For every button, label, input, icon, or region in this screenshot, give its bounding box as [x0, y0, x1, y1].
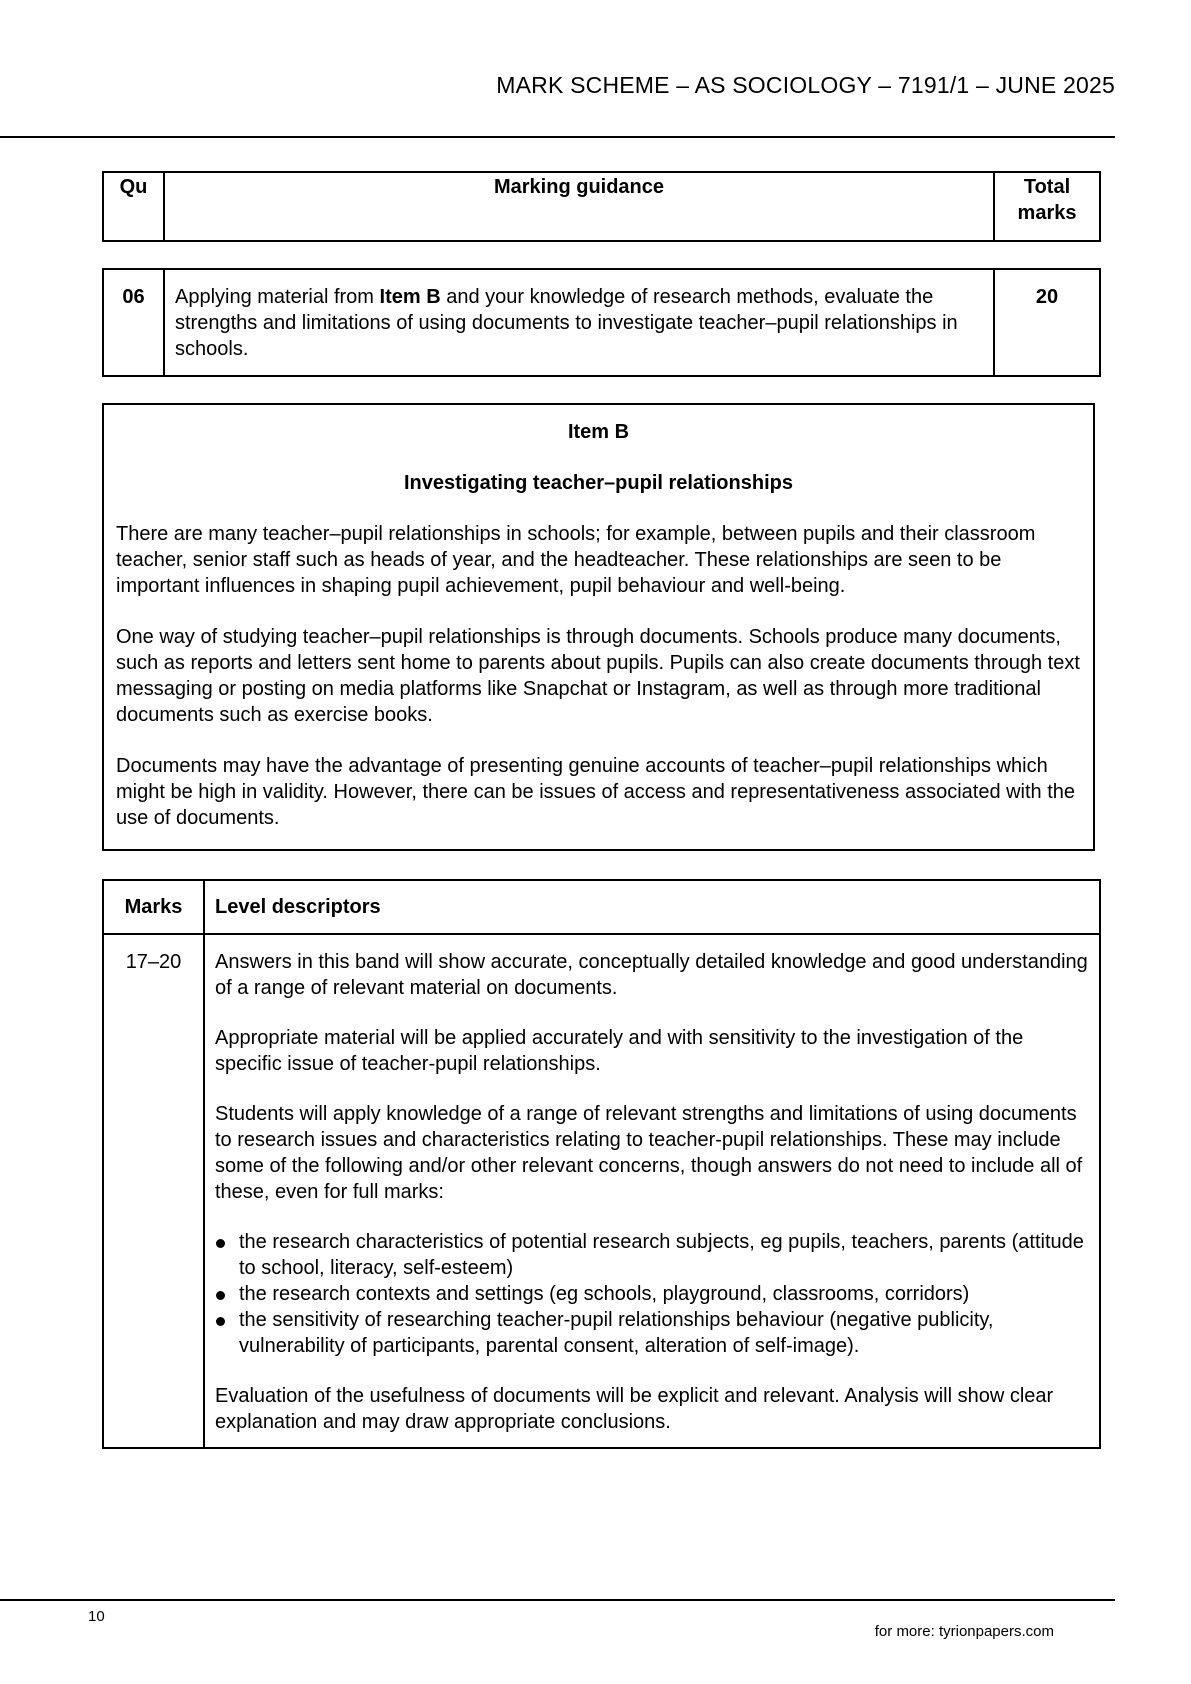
total-marks-column-header: Total marks: [994, 172, 1100, 241]
question-number: 06: [103, 269, 164, 376]
question-table: [102, 268, 1101, 377]
bullet-icon: [216, 1291, 225, 1300]
qu-column-header: Qu: [103, 172, 164, 241]
item-label: Item B: [567, 421, 630, 443]
question-text: Applying material from Item B and your knowledge of research methods, evaluate the strengths and limitations of using documents to investigate teacher–pupil relationships in schools.: [164, 269, 994, 376]
question-marks: 20: [994, 269, 1100, 376]
marks-column-header: Marks: [103, 880, 204, 934]
list-item: the research contexts and settings (eg schools, playground, classrooms, corridors): [215, 1281, 1089, 1307]
item-paragraph: There are many teacher–pupil relationships in schools; for example, between pupils and their classroom teacher, senior staff such as heads of year, and the headteacher. These relationships are seen to be important influences in shaping pupil achievement, pupil behaviour and well-being.: [116, 523, 1036, 597]
descriptors-column-header: Level descriptors: [204, 880, 1100, 934]
bullet-icon: [216, 1239, 225, 1248]
page-header-title: MARK SCHEME – AS SOCIOLOGY – 7191/1 – JUNE 2025: [496, 72, 1115, 98]
guidance-column-header: Marking guidance: [164, 172, 994, 241]
question-item-reference: Item B: [379, 286, 441, 308]
footer-divider: [0, 1599, 1115, 1601]
page-number: 10: [88, 1608, 105, 1625]
list-item: the research characteristics of potential research subjects, eg pupils, teachers, parents (attitude to school, literacy, self-esteem): [215, 1229, 1089, 1281]
level-descriptors-table: [102, 879, 1101, 1449]
item-paragraph: Documents may have the advantage of presenting genuine accounts of teacher–pupil relationships which might be high in validity. However, there can be issues of access and representativeness associated with the use of documents.: [116, 755, 1076, 829]
header-divider: [0, 136, 1115, 138]
column-header-table: [102, 171, 1101, 242]
descriptor-paragraph: Students will apply knowledge of a range of relevant strengths and limitations of using documents to research issues and characteristics relating to teacher-pupil relationships. These may include some of the following and/or other relevant concerns, though answers do not need to include all of these, even for full marks:: [215, 1103, 1083, 1203]
descriptor-paragraph: Appropriate material will be applied accurately and with sensitivity to the investigation of the specific issue of teacher-pupil relationships.: [215, 1027, 1024, 1075]
list-item: the sensitivity of researching teacher-pupil relationships behaviour (negative publicity, vulnerability of participants, parental consent, alteration of self-image).: [215, 1307, 1089, 1359]
item-title: Investigating teacher–pupil relationships: [404, 472, 793, 494]
concerns-list: [215, 1229, 1089, 1359]
footer-link[interactable]: for more: tyrionpapers.com: [874, 1623, 1054, 1640]
bullet-icon: [216, 1317, 225, 1326]
descriptor-paragraph: Answers in this band will show accurate, conceptually detailed knowledge and good understanding of a range of relevant material on documents.: [215, 951, 1088, 999]
descriptor-closing: Evaluation of the usefulness of documents will be explicit and relevant. Analysis will show clear explanation and may draw appropriate conclusions.: [215, 1385, 1054, 1433]
band-descriptor: [204, 934, 1100, 1448]
item-paragraph: One way of studying teacher–pupil relationships is through documents. Schools produce many documents, such as reports and letters sent home to parents about pupils. Pupils can also create documents through text messaging or posting on media platforms like Snapchat or Instagram, as well as through more traditional documents such as exercise books.: [116, 626, 1080, 726]
item-b-box: [102, 403, 1095, 851]
mark-band: 17–20: [103, 934, 204, 1448]
